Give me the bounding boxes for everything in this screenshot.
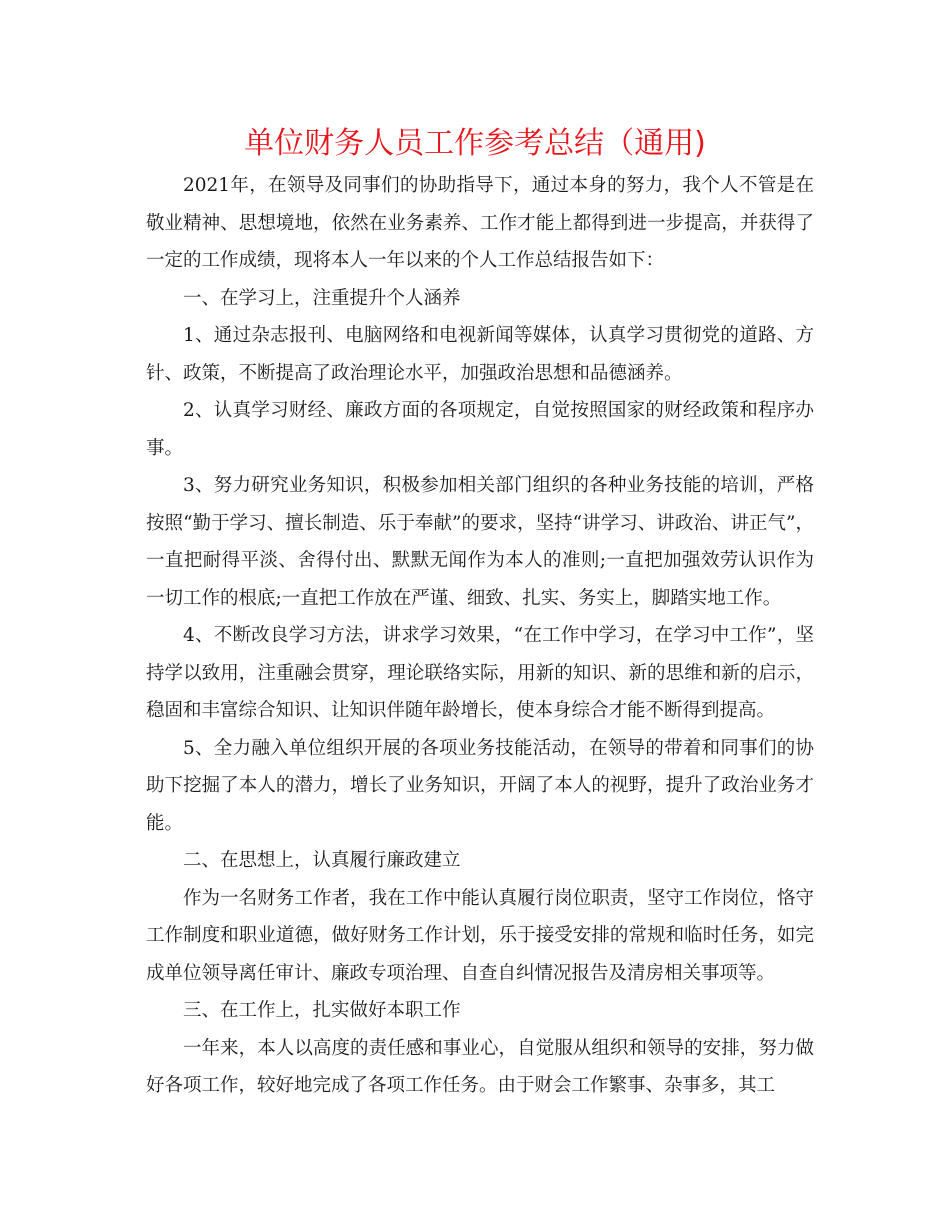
paragraph-study-2: 2、认真学习财经、廉政方面的各项规定，自觉按照国家的财经政策和程序办事。 — [146, 400, 814, 459]
document-title: 单位财务人员工作参考总结（通用) — [244, 126, 706, 161]
paragraph-thought: 作为一名财务工作者，我在工作中能认真履行岗位职责，坚守工作岗位，恪守工作制度和职业道德，做好财务工作计划，乐于接受安排的常规和临时任务，如完成单位领导离任审计、廉政专项治理、自查自纠情况报告及清房相关事项等。 — [146, 887, 814, 984]
paragraph-study-3: 3、努力研究业务知识，积极参加相关部门组织的各种业务技能的培训，严格按照“勤于学习、擅长制造、乐于奉献”的要求，坚持“讲学习、讲政治、讲正气”，一直把耐得平淡、舍得付出、默默无闻作为本人的准则;一直把加强效劳认识作为一切工作的根底;一直把工作放在严谨、细致、扎实、务实上，脚踏实地工作。 — [146, 475, 814, 609]
section-heading-thought: 二、在思想上，认真履行廉政建立 — [183, 850, 461, 871]
paragraph-study-5: 5、全力融入单位组织开展的各项业务技能活动，在领导的带着和同事们的协助下挖掘了本人的潜力，增长了业务知识，开阔了本人的视野，提升了政治业务才能。 — [146, 737, 814, 834]
paragraph-study-4: 4、不断改良学习方法，讲求学习效果，“在工作中学习，在学习中工作”，坚持学以致用，注重融会贯穿，理论联络实际，用新的知识、新的思维和新的启示，稳固和丰富综合知识、让知识伴随年龄增长，使本身综合才能不断得到提高。 — [146, 625, 814, 721]
section-heading-study: 一、在学习上，注重提升个人涵养 — [183, 287, 461, 309]
document-body — [146, 167, 814, 1105]
paragraph-work: 一年来，本人以高度的责任感和事业心，自觉服从组织和领导的安排，努力做好各项工作，较好地完成了各项工作任务。由于财会工作繁事、杂事多，其工 — [146, 1037, 814, 1096]
section-heading-work: 三、在工作上，扎实做好本职工作 — [183, 1000, 461, 1021]
paragraph-study-1: 1、通过杂志报刊、电脑网络和电视新闻等媒体，认真学习贯彻党的道路、方针、政策，不断提高了政治理论水平，加强政治思想和品德涵养。 — [146, 325, 814, 384]
paragraph-intro: 2021年，在领导及同事们的协助指导下，通过本身的努力，我个人不管是在敬业精神、思想境地，依然在业务素养、工作才能上都得到进一步提高，并获得了一定的工作成绩，现将本人一年以来的个人工作总结报告如下： — [146, 175, 814, 271]
